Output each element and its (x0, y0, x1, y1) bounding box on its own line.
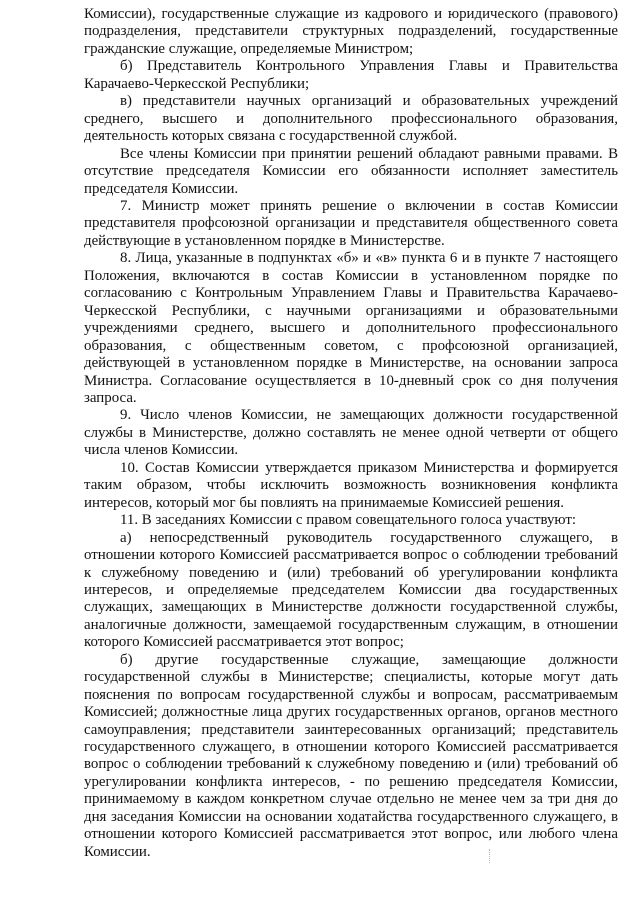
paragraph-9: 9. Число членов Комиссии, не замещающих должности государственной службы в Министерстве, должно составлять не менее одной четверти от общего числа членов Комиссии. (84, 407, 618, 459)
paragraph-7: 7. Министр может принять решение о включении в состав Комиссии представителя профсоюзной организации и представителя общественного совета действующие в установленном порядке в Министерстве. (84, 197, 618, 249)
paragraph-11b: б) другие государственные служащие, замещающие должности государственной службы в Министерстве; специалисты, которые могут дать пояснения по вопросам государственной службы и вопросам, рассматриваемым Комиссией; должностные лица других государственных органов, органов местного самоуправления; представители заинтересованных организаций; представитель государственного служащего, в отношении которого Комиссией рассматривается вопрос о соблюдении требований к служебному поведению и (или) требований об урегулировании конфликта интересов, - по решению председателя Комиссии, принимаемому в каждом конкретном случае отдельно не менее чем за три дня до дня заседания Комиссии на основании ходатайства государственного служащего, в отношении которого Комиссией рассматривается этот вопрос, или любого члена Комиссии. (84, 651, 618, 860)
document-page (84, 6, 618, 861)
paragraph-11a: а) непосредственный руководитель государственного служащего, в отношении которого Комиссией рассматривается вопрос о соблюдении требований к служебному поведению и (или) требований об урегулировании конфликта интересов, и определяемые председателем Комиссии два государственных служащих, замещающих в Министерстве должности государственной службы, аналогичные должности, замещаемой государственным служащим, в отношении которого Комиссией рассматривается этот вопрос; (84, 529, 618, 651)
paragraph-6b: б) Представитель Контрольного Управления Главы и Правительства Карачаево-Черкесской Республики; (84, 58, 618, 92)
paragraph-10: 10. Состав Комиссии утверждается приказом Министерства и формируется таким образом, чтобы исключить возможность возникновения конфликта интересов, который мог бы повлиять на принимаемые Комиссией решения. (84, 459, 618, 511)
paragraph-8: 8. Лица, указанные в подпунктах «б» и «в» пункта 6 и в пункте 7 настоящего Положения, включаются в состав Комиссии в установленном порядке по согласованию с Контрольным Управлением Главы и Правительства Карачаево-Черкесской Республики, с научными организациями и образовательными учреждениями среднего, высшего и дополнительного профессионального образования, с общественным советом, с профсоюзной организацией, действующей в установленном порядке в Министерстве, на основании запроса Министра. Согласование осуществляется в 10-дневный срок со дня получения запроса. (84, 250, 618, 406)
paragraph-continuation: Комиссии), государственные служащие из кадрового и юридического (правового) подразделения, представители структурных подразделений, государственные гражданские служащие, определяемые Министром; (84, 6, 618, 57)
paragraph-6v: в) представители научных организаций и образовательных учреждений среднего, высшего и дополнительного профессионального образования, деятельность которых связана с государственной службой. (84, 93, 618, 145)
paragraph-11: 11. В заседаниях Комиссии с правом совещательного голоса участвуют: (120, 512, 576, 529)
paragraph-equal-rights: Все члены Комиссии при принятии решений обладают равными правами. В отсутствие председателя Комиссии его обязанности исполняет заместитель председателя Комиссии. (84, 145, 618, 197)
scan-mark (489, 849, 491, 863)
